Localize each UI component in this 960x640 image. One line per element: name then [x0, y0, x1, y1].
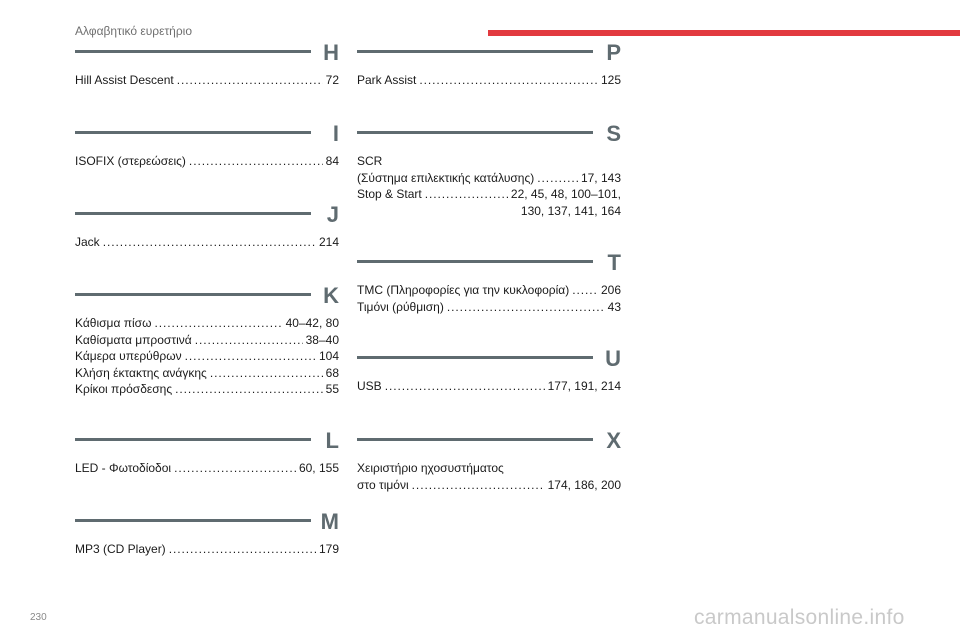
entry-term: Κρίκοι πρόσδεσης	[75, 382, 173, 396]
index-entry	[357, 477, 621, 494]
entry-pages: 72	[325, 73, 339, 87]
section-letter: X	[606, 428, 621, 453]
entry-term: ISOFIX (στερεώσεις)	[75, 154, 186, 168]
entry-term: USB	[357, 379, 382, 393]
index-entry	[357, 378, 621, 395]
index-entry	[75, 72, 339, 89]
dot-leader	[103, 234, 316, 251]
section-rule	[357, 260, 593, 263]
dot-leader	[412, 477, 545, 494]
entry-pages: 174, 186, 200	[547, 477, 621, 492]
entry-pages: 22, 45, 48, 100–101,	[510, 187, 621, 201]
section-letter: I	[332, 121, 339, 146]
dot-leader	[572, 282, 598, 299]
entry-term: Καθίσματα μπροστινά	[75, 332, 192, 347]
entry-pages: 206	[600, 283, 621, 297]
dot-leader	[154, 315, 282, 332]
header-accent-bar	[488, 30, 960, 36]
dot-leader	[195, 332, 303, 349]
index-entry	[75, 460, 339, 477]
section-letter: H	[323, 40, 339, 65]
dot-leader	[419, 72, 598, 89]
entry-pages: 38–40	[305, 332, 339, 347]
dot-leader	[189, 153, 323, 170]
section-letter: T	[607, 250, 621, 275]
dot-leader	[185, 348, 316, 365]
dot-leader	[174, 460, 296, 477]
index-entry	[75, 234, 339, 251]
header-title: Αλφαβητικό ευρετήριο	[75, 24, 193, 38]
index-entry	[75, 381, 339, 398]
entry-term: Τιμόνι (ρύθμιση)	[357, 299, 444, 314]
index-entry-heading: SCR	[357, 154, 383, 168]
entry-pages: 55	[325, 382, 339, 396]
entry-pages: 125	[600, 73, 621, 87]
entry-pages: 214	[318, 235, 339, 249]
entry-pages: 17, 143	[580, 170, 621, 185]
entry-term: Κάμερα υπερύθρων	[75, 349, 182, 363]
dot-leader	[447, 299, 605, 316]
entry-pages: 60, 155	[298, 461, 339, 475]
dot-leader	[175, 381, 323, 398]
entry-term: Κλήση έκτακτης ανάγκης	[75, 365, 207, 380]
index-entry	[357, 299, 621, 316]
entry-pages: 84	[325, 154, 339, 168]
index-entry	[75, 348, 339, 365]
dot-leader	[177, 72, 323, 89]
index-entry	[357, 282, 621, 299]
index-entry	[75, 315, 339, 332]
dot-leader	[385, 378, 545, 395]
entry-term: (Σύστημα επιλεκτικής κατάλυσης)	[357, 170, 535, 185]
section-letter: P	[606, 40, 621, 65]
section-letter: U	[605, 346, 621, 371]
section-rule	[75, 293, 311, 296]
section-letter: J	[326, 202, 339, 227]
entry-pages: 177, 191, 214	[547, 379, 621, 393]
index-entry	[357, 72, 621, 89]
index-entry	[75, 153, 339, 170]
entry-pages: 40–42, 80	[285, 316, 339, 330]
entry-pages: 104	[318, 349, 339, 363]
dot-leader	[210, 365, 323, 382]
entry-term: MP3 (CD Player)	[75, 542, 166, 556]
section-rule	[357, 131, 593, 134]
section-rule	[357, 50, 593, 53]
entry-term: Stop & Start	[357, 187, 422, 201]
entry-term: LED - Φωτοδίοδοι	[75, 461, 172, 475]
entry-term: Κάθισμα πίσω	[75, 316, 152, 330]
section-letter: L	[325, 428, 339, 453]
section-rule	[75, 131, 311, 134]
entry-term: Park Assist	[357, 73, 417, 87]
dot-leader	[537, 170, 578, 187]
dot-leader	[169, 541, 316, 558]
index-entry	[75, 332, 339, 349]
watermark: carmanualsonline.info	[694, 606, 905, 629]
entry-pages: 179	[318, 542, 339, 556]
page-number: 230	[30, 612, 47, 623]
section-letter: K	[323, 283, 339, 308]
entry-pages-continued: 130, 137, 141, 164	[520, 203, 621, 218]
index-entry	[75, 541, 339, 558]
dot-leader	[425, 186, 508, 203]
entry-term: στο τιμόνι	[357, 477, 409, 492]
section-rule	[75, 212, 311, 215]
section-letter: M	[320, 509, 339, 534]
index-entry-heading: Χειριστήριο ηχοσυστήματος	[357, 461, 504, 475]
section-rule	[75, 438, 311, 441]
entry-term: Jack	[75, 235, 100, 249]
section-rule	[357, 356, 593, 359]
entry-term: TMC (Πληροφορίες για την κυκλοφορία)	[357, 283, 570, 297]
index-entry	[75, 365, 339, 382]
index-entry	[357, 170, 621, 187]
section-rule	[75, 50, 311, 53]
index-entry	[357, 186, 621, 203]
entry-pages: 43	[607, 299, 621, 314]
entry-pages: 68	[325, 365, 339, 380]
section-rule	[357, 438, 593, 441]
section-letter: S	[606, 121, 621, 146]
section-rule	[75, 519, 311, 522]
entry-term: Hill Assist Descent	[75, 73, 174, 87]
